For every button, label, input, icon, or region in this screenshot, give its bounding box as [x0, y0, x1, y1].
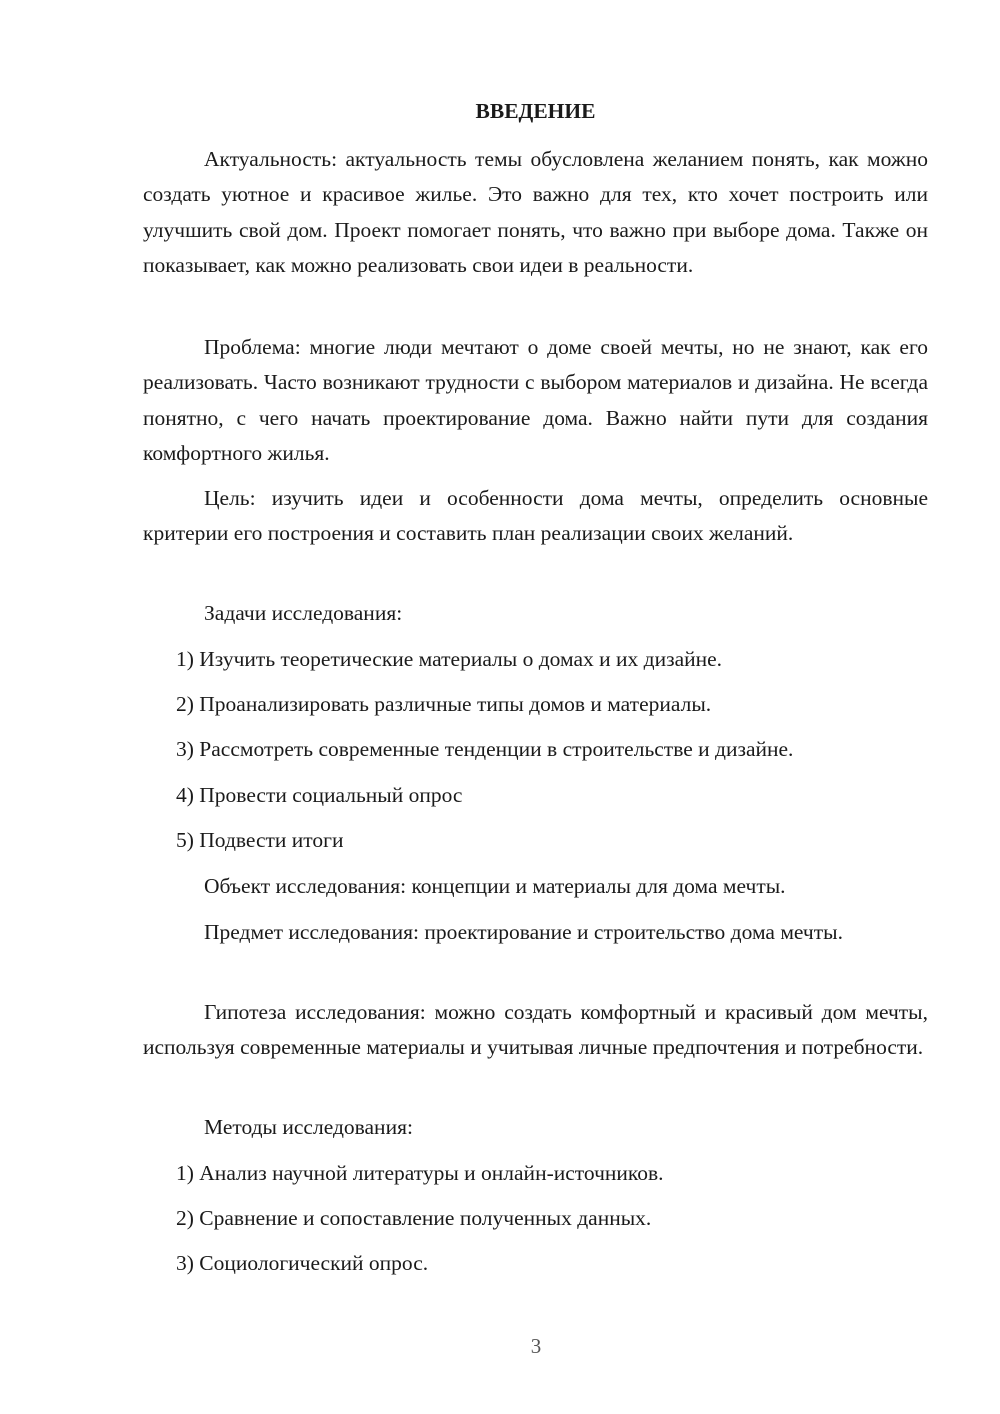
section-heading: ВВЕДЕНИЕ — [475, 99, 596, 123]
list-item: 3) Рассмотреть современные тенденции в строительстве и дизайне. — [176, 737, 794, 761]
list-item: 2) Сравнение и сопоставление полученных данных. — [176, 1206, 652, 1230]
goal-paragraph: Цель: изучить идеи и особенности дома мечты, определить основные критерии его построения и составить план реализации своих желаний. — [143, 486, 928, 546]
tasks-title: Задачи исследования: — [204, 601, 403, 625]
list-item: 4) Провести социальный опрос — [176, 783, 463, 807]
page-number: 3 — [530, 1334, 542, 1358]
list-item: 5) Подвести итоги — [176, 828, 344, 852]
object-paragraph: Объект исследования: концепции и материалы для дома мечты. — [204, 874, 786, 898]
hypothesis-paragraph: Гипотеза исследования: можно создать комфортный и красивый дом мечты, используя современные материалы и учитывая личные предпочтения и потребности. — [143, 1000, 928, 1060]
subject-paragraph: Предмет исследования: проектирование и строительство дома мечты. — [204, 920, 843, 944]
methods-title: Методы исследования: — [204, 1115, 413, 1139]
list-item: 1) Анализ научной литературы и онлайн-источников. — [176, 1161, 664, 1185]
list-item: 3) Социологический опрос. — [176, 1251, 429, 1275]
list-item: 2) Проанализировать различные типы домов и материалы. — [176, 692, 712, 716]
relevance-paragraph: Актуальность: актуальность темы обусловлена желанием понять, как можно создать уютное и красивое жилье. Это важно для тех, кто хочет построить или улучшить свой дом. Проект помогает понять, что важно при выборе дома. Также он показывает, как можно реализовать свои идеи в реальности. — [143, 147, 928, 278]
list-item: 1) Изучить теоретические материалы о домах и их дизайне. — [176, 647, 723, 671]
problem-paragraph: Проблема: многие люди мечтают о доме своей мечты, но не знают, как его реализовать. Часто возникают трудности с выбором материалов и дизайна. Не всегда понятно, с чего начать проектирование дома. Важно найти пути для создания комфортного жилья. — [143, 335, 928, 466]
